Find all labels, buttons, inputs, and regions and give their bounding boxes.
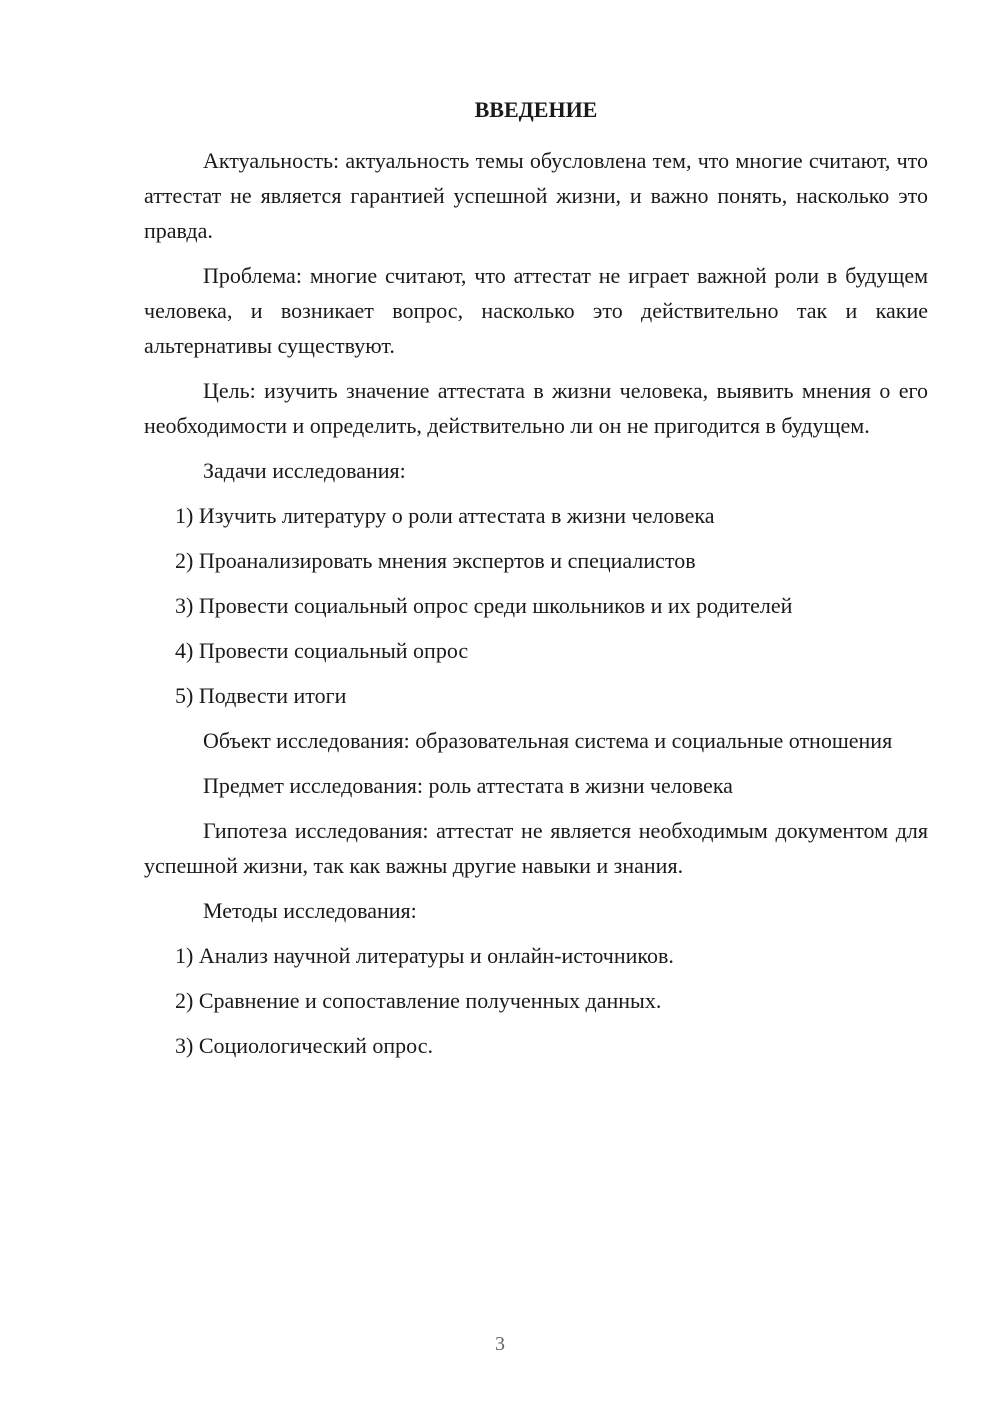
task-item: 5) Подвести итоги <box>175 683 347 708</box>
task-item: 4) Провести социальный опрос <box>175 638 469 663</box>
methods-heading: Методы исследования: <box>203 898 417 923</box>
object-paragraph: Объект исследования: образовательная система и социальные отношения <box>203 728 893 753</box>
subject-paragraph: Предмет исследования: роль аттестата в жизни человека <box>203 773 733 798</box>
goal-paragraph: Цель: изучить значение аттестата в жизни человека, выявить мнения о его необходимости и определить, действительно ли он не пригодится в будущем. <box>144 378 928 438</box>
relevance-paragraph: Актуальность: актуальность темы обусловлена тем, что многие считают, что аттестат не является гарантией успешной жизни, и важно понять, насколько это правда. <box>144 148 928 243</box>
task-item: 2) Проанализировать мнения экспертов и специалистов <box>175 548 696 573</box>
page-number: 3 <box>495 1333 505 1355</box>
hypothesis-paragraph: Гипотеза исследования: аттестат не является необходимым документом для успешной жизни, так как важны другие навыки и знания. <box>144 818 928 878</box>
problem-paragraph: Проблема: многие считают, что аттестат не играет важной роли в будущем человека, и возникает вопрос, насколько это действительно так и какие альтернативы существуют. <box>144 263 928 358</box>
tasks-heading: Задачи исследования: <box>203 458 406 483</box>
page-title: ВВЕДЕНИЕ <box>474 97 598 122</box>
task-item: 3) Провести социальный опрос среди школьников и их родителей <box>175 593 793 618</box>
methods-list <box>144 938 928 1063</box>
document-page <box>144 95 928 1073</box>
method-item: 3) Социологический опрос. <box>175 1033 433 1058</box>
task-item: 1) Изучить литературу о роли аттестата в жизни человека <box>175 503 715 528</box>
tasks-list <box>144 498 928 713</box>
method-item: 2) Сравнение и сопоставление полученных данных. <box>175 988 662 1013</box>
method-item: 1) Анализ научной литературы и онлайн-источников. <box>175 943 674 968</box>
